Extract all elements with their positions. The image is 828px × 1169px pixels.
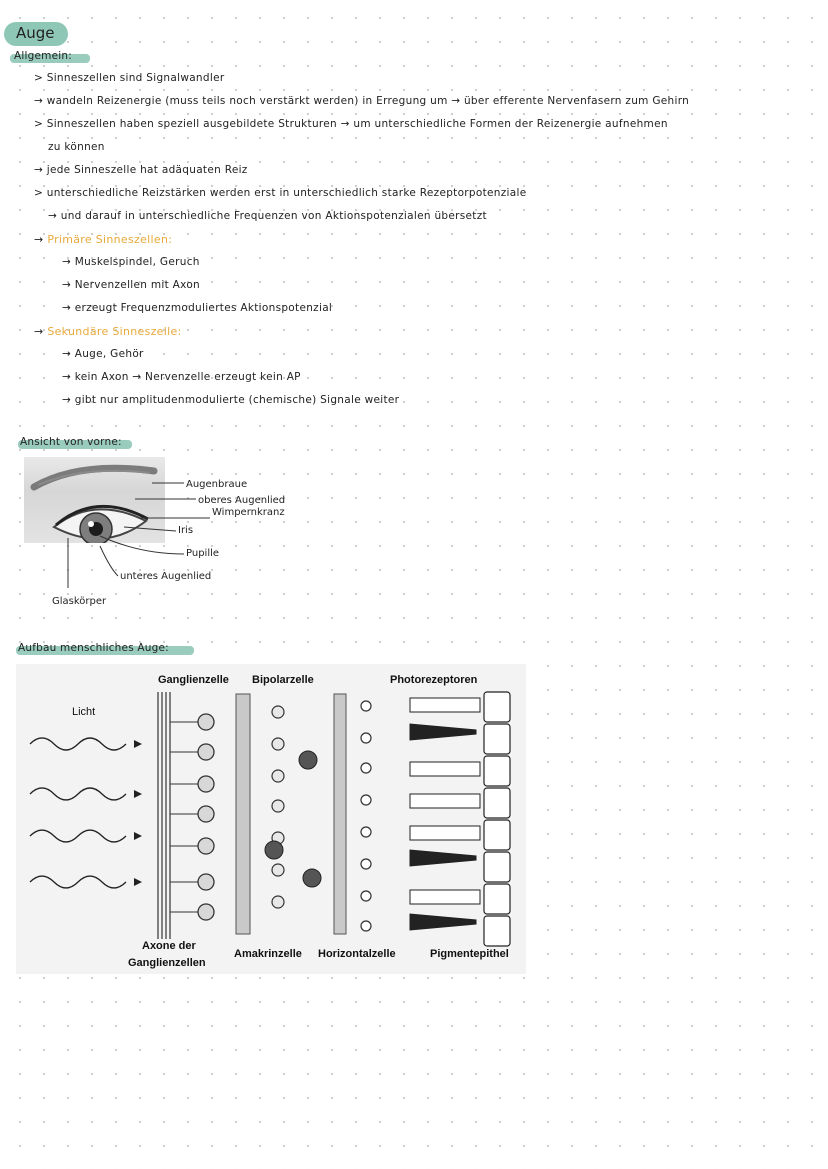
retina-label-amakrinzelle: Amakrinzelle <box>234 948 302 960</box>
text-line: > unterschiedliche Reizstärken werden erst in unterschiedlich starke Rezeptorpotenziale <box>34 187 527 199</box>
text-line: → jede Sinneszelle hat adäquaten Reiz <box>34 164 248 176</box>
eye-label-lines <box>0 440 330 620</box>
retina-label-axone-1: Axone der <box>142 940 196 952</box>
label-augenbraue: Augenbraue <box>186 479 248 490</box>
page-title: Auge <box>16 24 55 42</box>
label-pupille: Pupille <box>186 548 220 559</box>
primary-item: → Muskelspindel, Geruch <box>62 256 200 268</box>
retina-label-ganglienzelle: Ganglienzelle <box>158 674 229 686</box>
text-line: → und darauf in unterschiedliche Frequenzen von Aktionspotenzialen übersetzt <box>48 210 487 222</box>
primary-heading: → Primäre Sinneszellen: <box>34 233 173 246</box>
text-line: > Sinneszellen haben speziell ausgebildete Strukturen → um unterschiedliche Formen der Reizenergie aufnehmen <box>34 118 668 130</box>
text-line: zu können <box>48 141 105 153</box>
label-iris: Iris <box>178 525 194 536</box>
label-wimpernkranz: Wimpernkranz <box>212 507 285 518</box>
primary-item: → erzeugt Frequenzmoduliertes Aktionspotenzial <box>62 302 333 314</box>
retina-label-photorezeptoren: Photorezeptoren <box>390 674 478 686</box>
secondary-item: → Auge, Gehör <box>62 348 144 360</box>
retina-label-bipolarzelle: Bipolarzelle <box>252 674 314 686</box>
section-heading-ansicht: Ansicht von vorne: <box>20 436 122 448</box>
text-line: → wandeln Reizenergie (muss teils noch verstärkt werden) in Erregung um → über efferente Nervenfasern zum Gehirn <box>34 95 690 107</box>
section-heading-allgemein: Allgemein: <box>14 50 72 62</box>
label-oberes-augenlid: oberes Augenlied <box>198 495 286 506</box>
retina-label-pigmentepithel: Pigmentepithel <box>430 948 509 960</box>
secondary-heading: → Sekundäre Sinneszelle: <box>34 325 182 338</box>
text-line: > Sinneszellen sind Signalwandler <box>34 72 225 84</box>
retina-label-axone-2: Ganglienzellen <box>128 957 206 969</box>
secondary-item: → kein Axon → Nervenzelle erzeugt kein AP <box>62 371 301 383</box>
retina-label-horizontalzelle: Horizontalzelle <box>318 948 396 960</box>
retina-label-licht: Licht <box>72 706 96 718</box>
secondary-item: → gibt nur amplitudenmodulierte (chemische) Signale weiter <box>62 394 400 406</box>
label-unteres-augenlid: unteres Augenlied <box>120 571 212 582</box>
section-heading-aufbau: Aufbau menschliches Auge: <box>18 642 169 654</box>
primary-item: → Nervenzellen mit Axon <box>62 279 201 291</box>
label-glaskoerper: Glaskörper <box>52 596 107 607</box>
